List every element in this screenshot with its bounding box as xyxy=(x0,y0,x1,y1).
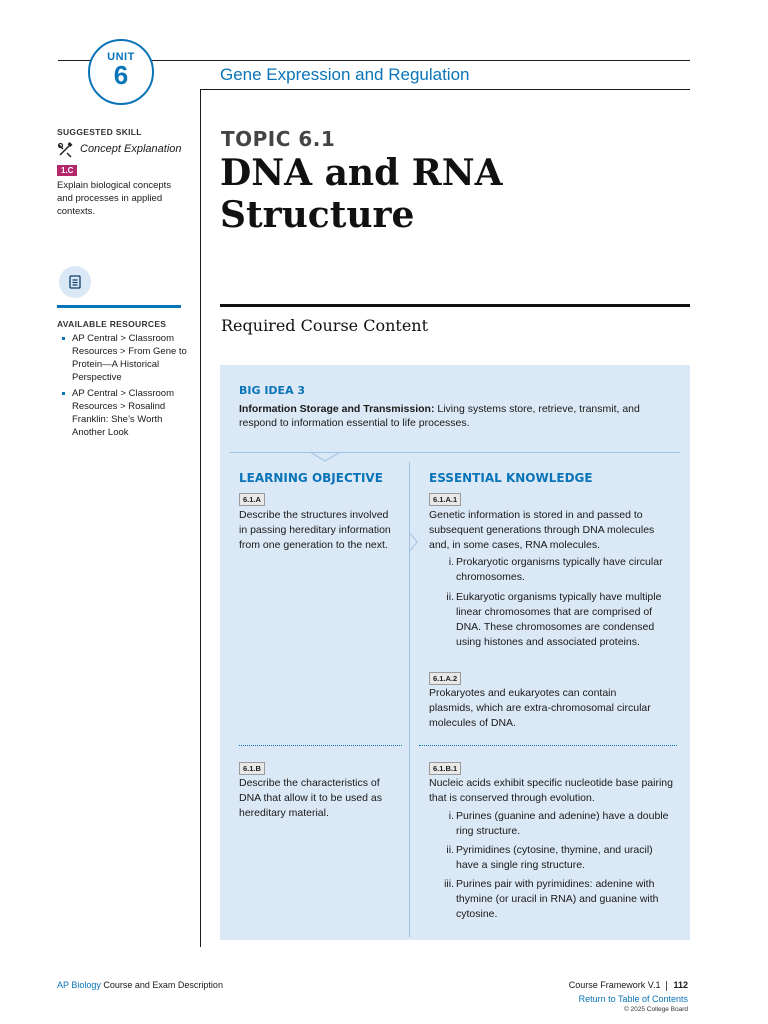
available-resources-heading: AVAILABLE RESOURCES xyxy=(57,319,167,329)
footer-course-name: AP Biology xyxy=(57,980,101,990)
subitem-text: Purines pair with pyrimidines: adenine with thymine (or uracil in RNA) and guanine with cytosine. xyxy=(456,878,659,920)
subitem-number: i. xyxy=(448,810,454,822)
ek-subitem xyxy=(448,809,678,839)
footer-course-rest: Course and Exam Description xyxy=(103,980,223,990)
resources-bar xyxy=(57,305,181,308)
ek-text: Prokaryotes and eukaryotes can contain plasmids, which are extra-chromosomal circular molecules of DNA. xyxy=(429,687,651,729)
subitem-number: ii. xyxy=(446,844,454,856)
subitem-number: iii. xyxy=(444,878,454,890)
subitem-text: Eukaryotic organisms typically have multiple linear chromosomes that are comprised of DNA. These chromosomes are condensed using histones and associated proteins. xyxy=(456,591,662,648)
row-divider xyxy=(419,745,677,746)
footer-course xyxy=(57,980,223,990)
ek-subitem xyxy=(444,877,678,922)
tools-icon xyxy=(57,142,73,158)
ek-code: 6.1.A.2 xyxy=(429,672,461,685)
copyright: © 2025 College Board xyxy=(623,1006,688,1013)
title-rule xyxy=(200,89,690,90)
big-idea-rule xyxy=(230,452,680,453)
resources-icon-circle xyxy=(59,266,91,298)
chevron-right-icon xyxy=(409,532,419,552)
ek-subitem xyxy=(446,590,678,650)
lo-text: Describe the structures involved in passing hereditary information from one generation to the next. xyxy=(239,509,391,551)
content-heading: Required Course Content xyxy=(221,316,429,335)
ek-subitem xyxy=(448,555,678,585)
subitem-text: Pyrimidines (cytosine, thymine, and uracil) have a single ring structure. xyxy=(456,844,653,871)
subitem-number: ii. xyxy=(446,591,454,603)
subitem-text: Prokaryotic organisms typically have circular chromosomes. xyxy=(456,556,663,583)
subitem-text: Purines (guanine and adenine) have a double ring structure. xyxy=(456,810,669,837)
lo-code: 6.1.B xyxy=(239,762,265,775)
topic-title: DNA and RNA Structure xyxy=(220,152,503,236)
row-divider xyxy=(239,745,402,746)
essential-knowledge-heading: ESSENTIAL KNOWLEDGE xyxy=(429,471,593,485)
ek-subitem xyxy=(446,843,678,873)
ek-text: Nucleic acids exhibit specific nucleotide base pairing that is conserved through evolution. xyxy=(429,777,673,804)
big-idea-text xyxy=(239,402,679,430)
suggested-skill-heading: SUGGESTED SKILL xyxy=(57,127,142,137)
ek-code: 6.1.B.1 xyxy=(429,762,461,775)
footer-page-info xyxy=(500,980,688,991)
unit-badge xyxy=(88,39,154,105)
resource-item[interactable]: AP Central > Classroom Resources > From Gene to Protein—A Historical Perspective xyxy=(57,332,187,384)
resource-item[interactable]: AP Central > Classroom Resources > Rosalind Franklin: She’s Worth Another Look xyxy=(57,387,187,439)
skill-code-badge: 1.C xyxy=(57,165,77,176)
skill-description: Explain biological concepts and processes in applied contexts. xyxy=(57,180,172,217)
learning-objective-heading: LEARNING OBJECTIVE xyxy=(239,471,383,485)
unit-number: 6 xyxy=(113,60,129,90)
document-icon xyxy=(69,275,81,289)
ek-code: 6.1.A.1 xyxy=(429,493,461,506)
lo-code: 6.1.A xyxy=(239,493,265,506)
big-idea-bold: Information Storage and Transmission: xyxy=(239,403,435,415)
notch-arrow xyxy=(310,452,340,462)
content-rule xyxy=(220,304,690,307)
topic-label: TOPIC 6.1 xyxy=(221,127,336,151)
footer-section: Course Framework V.1 xyxy=(568,980,661,990)
resources-list xyxy=(57,332,187,442)
column-rule xyxy=(200,89,201,947)
return-to-toc-link[interactable]: Return to Table of Contents xyxy=(578,994,688,1004)
page-number: 112 xyxy=(673,980,688,990)
unit-title: Gene Expression and Regulation xyxy=(220,65,470,84)
header-rule xyxy=(58,60,690,61)
skill-name: Concept Explanation xyxy=(80,143,182,155)
footer-separator xyxy=(666,981,667,991)
lo-text: Describe the characteristics of DNA that allow it to be used as hereditary material. xyxy=(239,777,382,819)
ek-text: Genetic information is stored in and passed to subsequent generations through DNA molecules and, in some cases, RNA molecules. xyxy=(429,509,655,551)
big-idea-label: BIG IDEA 3 xyxy=(239,384,306,397)
big-idea-body: Living systems store, retrieve, transmit, and respond to information essential to life processes. xyxy=(239,403,640,429)
subitem-number: i. xyxy=(448,556,454,568)
unit-label: UNIT xyxy=(107,51,135,63)
